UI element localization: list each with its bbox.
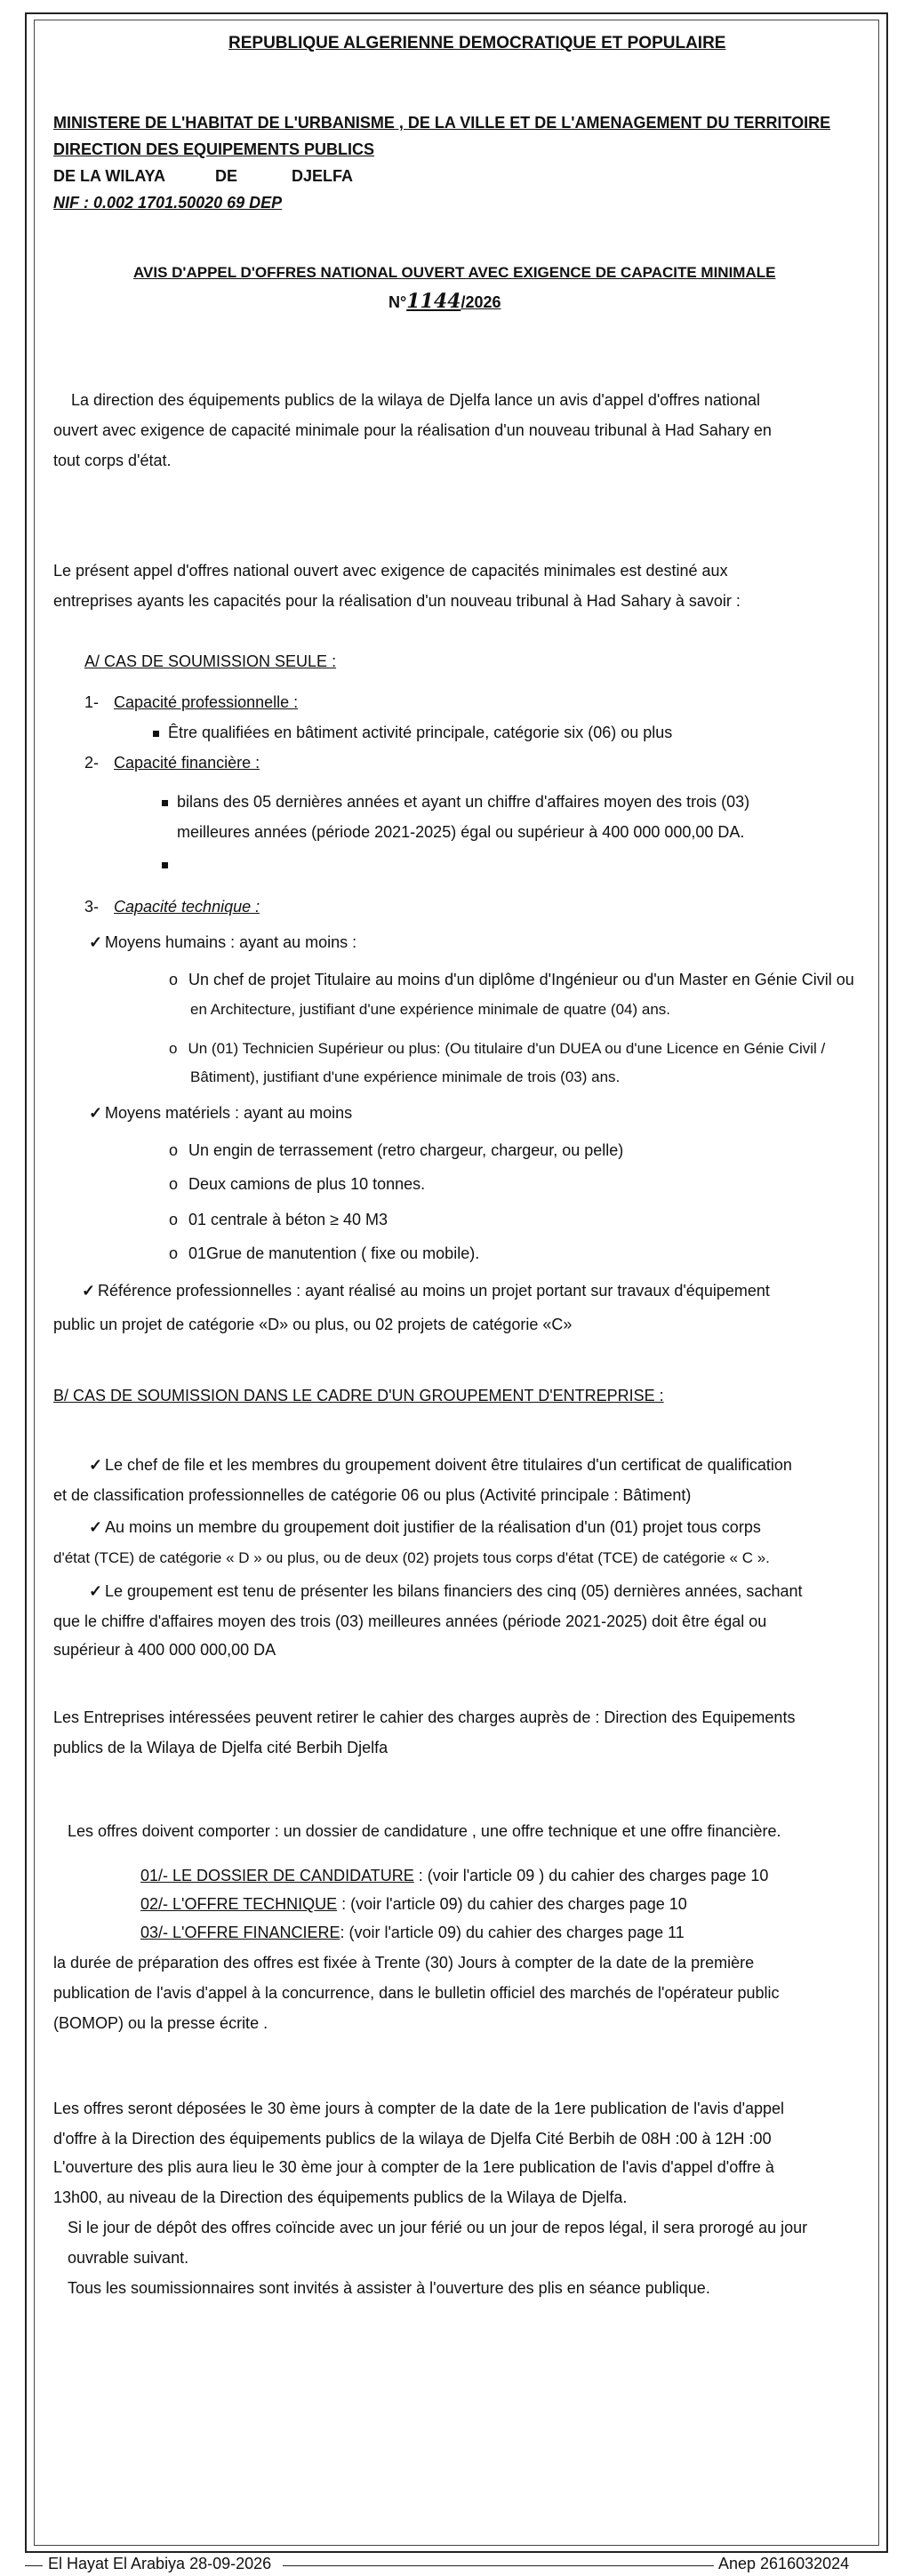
groupement-b2-line2: d'état (TCE) de catégorie « D » ou plus, ou de deux (02) projets tous corps d'état (TCE) de catégorie « C ».: [53, 1549, 770, 1566]
moyens-materiels-item2-text: Deux camions de plus 10 tonnes.: [188, 1175, 426, 1193]
wilaya-part-c: DJELFA: [292, 167, 354, 185]
checkmark-icon: ✓: [89, 1456, 103, 1474]
moyens-materiels-item2: [169, 1175, 425, 1194]
avis-number-handwritten: 1144: [406, 290, 461, 313]
avis-number-prefix: N°: [388, 293, 407, 311]
groupement-b2-line1: [89, 1518, 761, 1537]
depot-line1: Les offres seront déposées le 30 ème jours à compter de la date de la 1ere publication de l'avis d'appel: [53, 2100, 785, 2117]
moyens-humains-item2-line2: Bâtiment), justifiant d'une expérience minimale de trois (03) ans.: [190, 1068, 621, 1085]
intro-p2-line1: Le présent appel d'offres national ouvert avec exigence de capacités minimales est destiné aux: [53, 562, 728, 580]
offre-03-label: 03/- L'OFFRE FINANCIERE: [140, 1924, 340, 1941]
offre-03-text: : (voir l'article 09) du cahier des charges page 11: [340, 1924, 685, 1941]
moyens-humains-title: [89, 933, 356, 952]
groupement-b2-text: Au moins un membre du groupement doit justifier de la réalisation d'un (01) projet tous corps: [105, 1518, 761, 1536]
moyens-humains-item1-line1: [169, 971, 854, 989]
moyens-materiels-item3: [169, 1211, 388, 1229]
groupement-b3-line3: supérieur à 400 000 000,00 DA: [53, 1641, 276, 1659]
nif-line: NIF : 0.002 1701.50020 69 DEP: [53, 194, 283, 212]
republique-heading: REPUBLIQUE ALGERIENNE DEMOCRATIQUE ET POPULAIRE: [228, 34, 726, 52]
groupement-b1-line1: [89, 1456, 792, 1475]
reference-line1: [82, 1282, 770, 1300]
capacite-professionnelle-text: Être qualifiées en bâtiment activité principale, catégorie six (06) ou plus: [168, 724, 673, 741]
checkmark-icon: ✓: [89, 1518, 103, 1536]
bullet-circle-icon: o: [169, 1211, 179, 1228]
offre-01-label: 01/- LE DOSSIER DE CANDIDATURE: [140, 1867, 414, 1884]
groupement-b3-text: Le groupement est tenu de présenter les bilans financiers des cinq (05) dernières années, sachant: [105, 1582, 803, 1600]
capacite-professionnelle-title: Capacité professionnelle :: [114, 693, 299, 711]
depot-line3: L'ouverture des plis aura lieu le 30 ème jour à compter de la 1ere publication de l'avis d'appel d'offre à: [53, 2158, 774, 2176]
bullet-square-icon: [162, 800, 168, 806]
groupement-b3-line1: [89, 1582, 802, 1601]
moyens-materiels-text: Moyens matériels : ayant au moins: [105, 1104, 353, 1122]
avis-number: [388, 290, 501, 313]
wilaya-part-a: DE LA WILAYA: [53, 167, 166, 185]
checkmark-icon: ✓: [89, 1582, 103, 1600]
checkmark-icon: ✓: [89, 1104, 103, 1122]
moyens-humains-item2-line1: [169, 1040, 825, 1058]
moyens-materiels-item1: [169, 1141, 623, 1160]
duree-line2: publication de l'avis d'appel à la concurrence, dans le bulletin officiel des marchés de l'opérateur public: [53, 1984, 780, 2002]
bullet-square-icon: [162, 862, 168, 868]
capacite-2-number: 2-: [84, 754, 100, 772]
checkmark-icon: ✓: [89, 933, 103, 951]
reference-text: Référence professionnelles : ayant réalisé au moins un projet portant sur travaux d'équipement: [98, 1282, 770, 1300]
duree-line1: la durée de préparation des offres est fixée à Trente (30) Jours à compter de la date de la première: [53, 1954, 755, 1972]
capacite-financiere-empty-item: [162, 855, 177, 874]
capacite-financiere-item-line1: [162, 793, 749, 812]
offres-intro: Les offres doivent comporter : un dossier de candidature , une offre technique et une offre financière.: [68, 1822, 781, 1840]
reference-line2: public un projet de catégorie «D» ou plus, ou 02 projets de catégorie «C»: [53, 1316, 573, 1333]
bullet-circle-icon: o: [169, 1141, 179, 1159]
moyens-humains-text: Moyens humains : ayant au moins :: [105, 933, 357, 951]
moyens-materiels-item1-text: Un engin de terrassement (retro chargeur, chargeur, ou pelle): [188, 1141, 624, 1159]
groupement-b3-line2: que le chiffre d'affaires moyen des trois (03) meilleures années (période 2021-2025) doit être égal ou: [53, 1612, 767, 1630]
depot-line2: d'offre à la Direction des équipements publics de la wilaya de Djelfa Cité Berbih de 08H :00 à 12H :00: [53, 2130, 772, 2148]
moyens-humains-item1-line2: en Architecture, justifiant d'une expérience minimale de quatre (04) ans.: [190, 1001, 670, 1018]
moyens-materiels-item4: [169, 1244, 479, 1263]
section-b-title: B/ CAS DE SOUMISSION DANS LE CADRE D'UN GROUPEMENT D'ENTREPRISE :: [53, 1387, 664, 1404]
footer-anep: Anep 2616032024: [718, 2555, 850, 2572]
section-a-title: A/ CAS DE SOUMISSION SEULE :: [84, 652, 337, 670]
bullet-square-icon: [153, 731, 159, 737]
capacite-financiere-text-1: bilans des 05 dernières années et ayant un chiffre d'affaires moyen des trois (03): [177, 793, 750, 811]
bullet-circle-icon: o: [169, 1175, 179, 1193]
groupement-b1-line2: et de classification professionnelles de catégorie 06 ou plus (Activité principale : Bâtiment): [53, 1486, 692, 1504]
capacite-technique-title: Capacité technique :: [114, 898, 260, 916]
moyens-humains-item2-text: Un (01) Technicien Supérieur ou plus: (Ou titulaire d'un DUEA ou d'une Licence en Génie Civil /: [188, 1040, 826, 1057]
avis-number-suffix: /2026: [461, 293, 501, 311]
depot-line4: 13h00, au niveau de la Direction des équipements publics de la Wilaya de Djelfa.: [53, 2188, 628, 2206]
offre-01-line: [140, 1867, 768, 1885]
moyens-materiels-title: [89, 1104, 352, 1123]
retrait-line1: Les Entreprises intéressées peuvent retirer le cahier des charges auprès de : Direction des Equipements: [53, 1708, 796, 1726]
footer-rule-middle: [283, 2565, 714, 2566]
moyens-materiels-item3-text: 01 centrale à béton ≥ 40 M3: [188, 1211, 388, 1228]
moyens-materiels-item4-text: 01Grue de manutention ( fixe ou mobile).: [188, 1244, 480, 1262]
capacite-financiere-item-line2: meilleures années (période 2021-2025) égal ou supérieur à 400 000 000,00 DA.: [177, 823, 745, 841]
intro-p2-line2: entreprises ayants les capacités pour la réalisation d'un nouveau tribunal à Had Sahary à savoir :: [53, 592, 741, 610]
capacite-3-number: 3-: [84, 898, 100, 916]
depot-line7: Tous les soumissionnaires sont invités à assister à l'ouverture des plis en séance publique.: [68, 2279, 710, 2297]
wilaya-part-b: DE: [215, 167, 238, 185]
intro-p1-line2: ouvert avec exigence de capacité minimale pour la réalisation d'un nouveau tribunal à Had Sahary en: [53, 421, 772, 439]
offre-02-line: [140, 1895, 687, 1914]
footer-rule-left: [25, 2565, 43, 2566]
offre-03-line: [140, 1924, 685, 1942]
retrait-line2: publics de la Wilaya de Djelfa cité Berbih Djelfa: [53, 1739, 388, 1756]
intro-p1-line1: La direction des équipements publics de la wilaya de Djelfa lance un avis d'appel d'offres national: [71, 391, 761, 409]
groupement-b1-text: Le chef de file et les membres du groupement doivent être titulaires d'un certificat de qualification: [105, 1456, 792, 1474]
bullet-circle-icon: o: [169, 971, 179, 988]
direction-line: DIRECTION DES EQUIPEMENTS PUBLICS: [53, 140, 375, 158]
offre-01-text: : (voir l'article 09 ) du cahier des charges page 10: [413, 1867, 769, 1884]
duree-line3: (BOMOP) ou la presse écrite .: [53, 2014, 268, 2032]
offre-02-label: 02/- L'OFFRE TECHNIQUE: [140, 1895, 338, 1913]
depot-line5: Si le jour de dépôt des offres coïncide avec un jour férié ou un jour de repos légal, il sera prorogé au jour: [68, 2219, 808, 2236]
bullet-circle-icon: o: [169, 1040, 178, 1057]
depot-line6: ouvrable suivant.: [68, 2249, 189, 2267]
bullet-circle-icon: o: [169, 1244, 179, 1262]
avis-title: AVIS D'APPEL D'OFFRES NATIONAL OUVERT AVEC EXIGENCE DE CAPACITE MINIMALE: [133, 264, 776, 281]
capacite-professionnelle-item: [153, 724, 672, 742]
intro-p1-line3: tout corps d'état.: [53, 452, 172, 469]
ministere-line: MINISTERE DE L'HABITAT DE L'URBANISME , DE LA VILLE ET DE L'AMENAGEMENT DU TERRITOIRE: [53, 114, 831, 132]
footer-publication: El Hayat El Arabiya 28-09-2026: [48, 2555, 272, 2572]
capacite-financiere-title: Capacité financière :: [114, 754, 260, 772]
moyens-humains-item1-text: Un chef de projet Titulaire au moins d'un diplôme d'Ingénieur ou d'un Master en Génie Civil ou: [188, 971, 854, 988]
offre-02-text: : (voir l'article 09) du cahier des charges page 10: [337, 1895, 687, 1913]
capacite-1-number: 1-: [84, 693, 100, 711]
checkmark-icon: ✓: [82, 1282, 96, 1300]
